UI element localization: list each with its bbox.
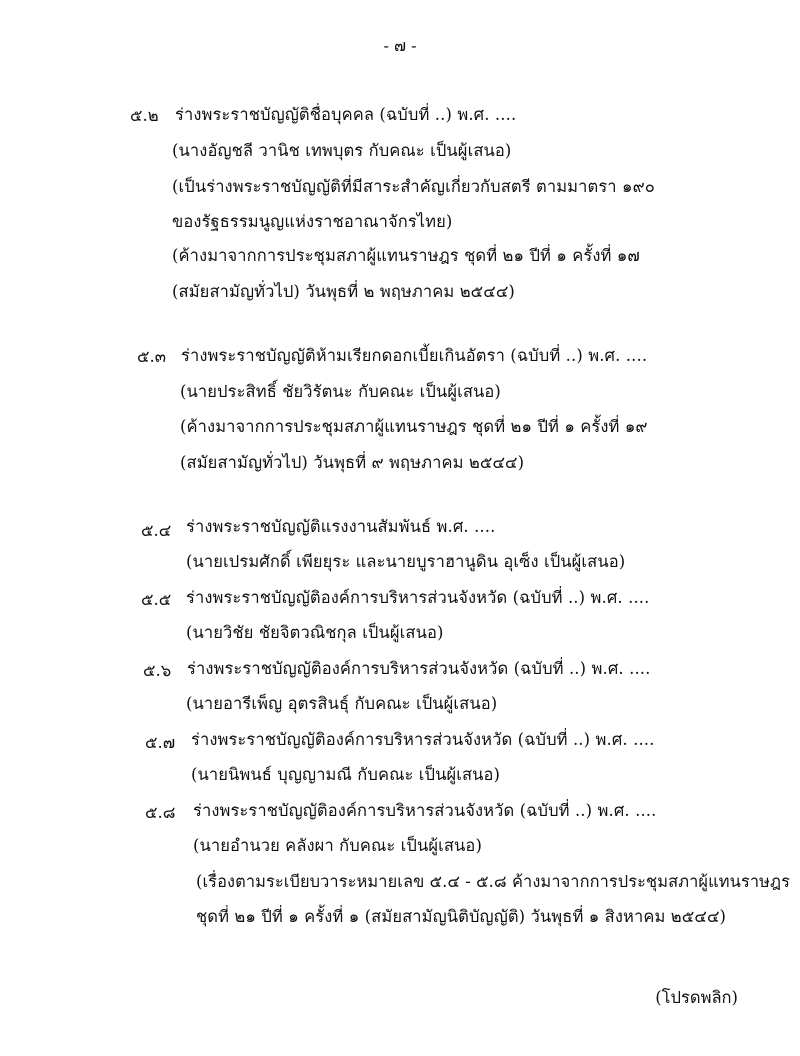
item-title: ร่างพระราชบัญญัติชื่อบุคคล (ฉบับที่ ..) พ.ศ. ....: [175, 105, 517, 124]
item-line: (ค้างมาจากการประชุมสภาผู้แทนราษฎร ชุดที่ ๒๑ ปีที่ ๑ ครั้งที่ ๑๙: [180, 417, 648, 436]
please-turn-over-note: (โปรดพลิก): [655, 988, 738, 1007]
item-line: (นายประสิทธิ์ ชัยวิรัตนะ กับคณะ เป็นผู้เสนอ): [180, 382, 501, 401]
item-number: ๕.๘: [145, 803, 176, 822]
item-number: ๕.๔: [141, 521, 172, 540]
item-line: (สมัยสามัญทั่วไป) วันพุธที่ ๙ พฤษภาคม ๒๕๔๔): [180, 453, 525, 472]
item-number: ๕.๗: [145, 733, 176, 752]
item-title: ร่างพระราชบัญญัติองค์การบริหารส่วนจังหวัด (ฉบับที่ ..) พ.ศ. ....: [186, 588, 650, 607]
item-title: ร่างพระราชบัญญัติห้ามเรียกดอกเบี้ยเกินอัตรา (ฉบับที่ ..) พ.ศ. ....: [181, 346, 648, 365]
page-number: - ๗ -: [383, 36, 417, 55]
item-number: ๕.๒: [130, 106, 159, 125]
item-line: (นายอารีเพ็ญ อุตรสินธุ์ กับคณะ เป็นผู้เสนอ): [186, 694, 498, 713]
item-line: ของรัฐธรรมนูญแห่งราชอาณาจักรไทย): [172, 212, 453, 231]
item-line: ชุดที่ ๒๑ ปีที่ ๑ ครั้งที่ ๑ (สมัยสามัญนิติบัญญัติ) วันพุธที่ ๑ สิงหาคม ๒๕๔๔): [196, 907, 727, 926]
item-title: ร่างพระราชบัญญัติแรงงานสัมพันธ์ พ.ศ. ....: [186, 517, 496, 536]
item-line: (เป็นร่างพระราชบัญญัติที่มีสาระสำคัญเกี่ยวกับสตรี ตามมาตรา ๑๙๐: [172, 177, 655, 196]
item-line: (เรื่องตามระเบียบวาระหมายเลข ๕.๔ - ๕.๘ ค้างมาจากการประชุมสภาผู้แทนราษฎร: [196, 872, 790, 891]
item-line: (นายอำนวย คลังผา กับคณะ เป็นผู้เสนอ): [193, 836, 482, 855]
item-title: ร่างพระราชบัญญัติองค์การบริหารส่วนจังหวัด (ฉบับที่ ..) พ.ศ. ....: [193, 801, 657, 820]
item-number: ๕.๕: [141, 590, 172, 609]
item-title: ร่างพระราชบัญญัติองค์การบริหารส่วนจังหวัด (ฉบับที่ ..) พ.ศ. ....: [187, 659, 651, 678]
item-title: ร่างพระราชบัญญัติองค์การบริหารส่วนจังหวัด (ฉบับที่ ..) พ.ศ. ....: [191, 730, 655, 749]
item-line: (สมัยสามัญทั่วไป) วันพุธที่ ๒ พฤษภาคม ๒๕๔๔): [172, 282, 515, 301]
item-number: ๕.๖: [143, 661, 172, 680]
item-line: (นายนิพนธ์ บุญญามณี กับคณะ เป็นผู้เสนอ): [191, 765, 501, 784]
item-line: (นายเปรมศักดิ์ เพียยุระ และนายบูราฮานูดิน อุเซ็ง เป็นผู้เสนอ): [186, 552, 626, 571]
item-number: ๕.๓: [137, 347, 167, 366]
item-line: (นายวิชัย ชัยจิตวณิชกุล เป็นผู้เสนอ): [186, 623, 444, 642]
item-line: (ค้างมาจากการประชุมสภาผู้แทนราษฎร ชุดที่ ๒๑ ปีที่ ๑ ครั้งที่ ๑๗: [172, 246, 640, 265]
item-line: (นางอัญชลี วานิช เทพบุตร กับคณะ เป็นผู้เสนอ): [172, 141, 512, 160]
